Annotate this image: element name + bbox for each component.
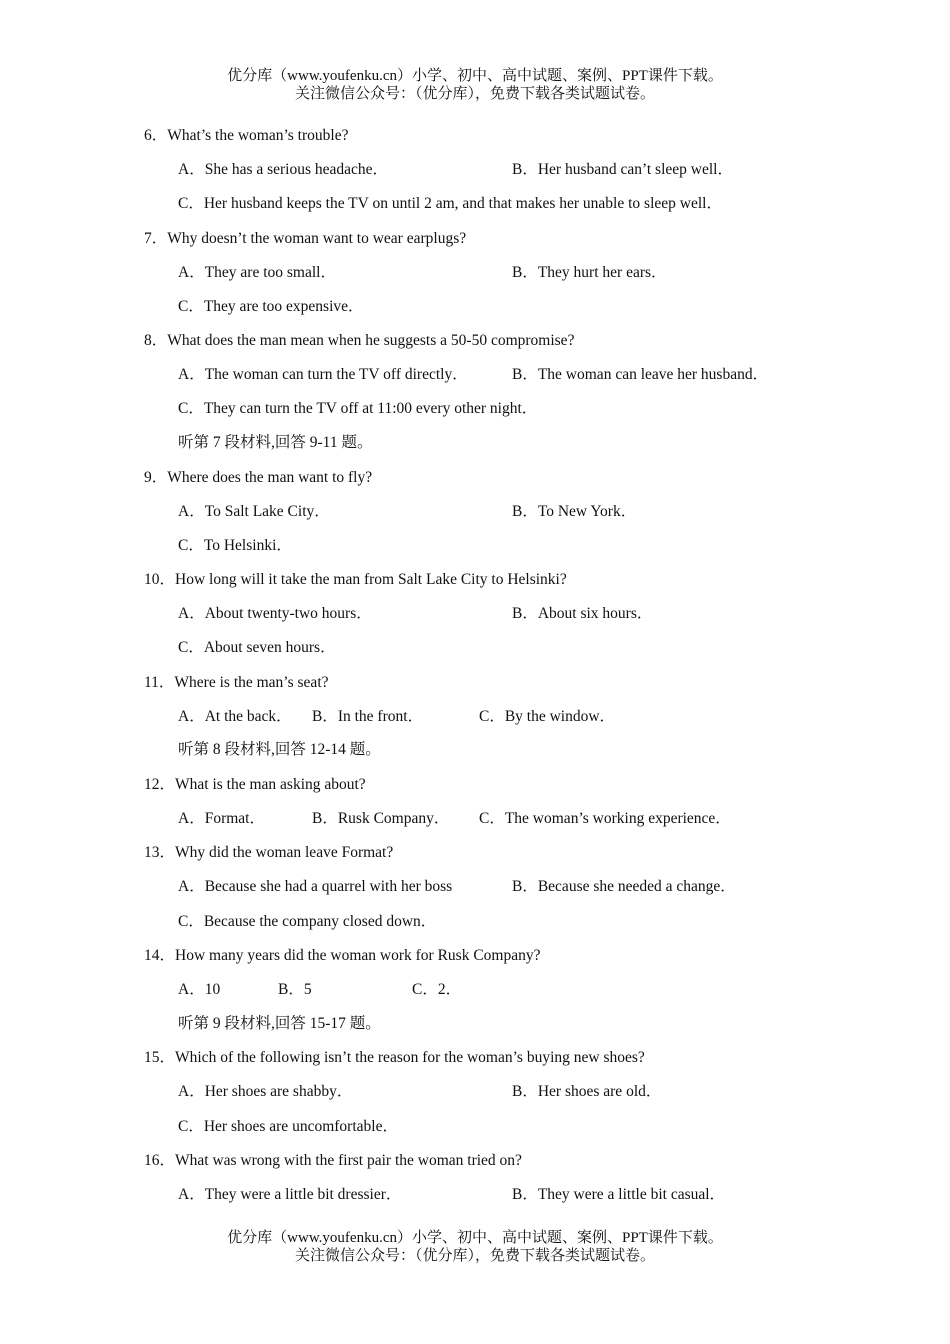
q6-option-a: A．She has a serious headache． [178, 161, 389, 178]
q11-option-a: A．At the back． [178, 708, 292, 725]
q6-option-b: B．Her husband can’t sleep well． [512, 161, 733, 178]
question-9: 9．Where does the man want to fly? [144, 469, 373, 486]
q8-option-c: C．They can turn the TV off at 11:00 every other night． [178, 400, 538, 417]
q16-option-b: B．They were a little bit casual． [512, 1186, 726, 1203]
question-13: 13．Why did the woman leave Format? [144, 844, 394, 861]
q9-option-b: B．To New York． [512, 503, 637, 520]
question-15: 15．Which of the following isn’t the reason for the woman’s buying new shoes? [144, 1049, 645, 1066]
q7-option-c: C．They are too expensive． [178, 298, 364, 315]
q8-option-b: B．The woman can leave her husband． [512, 366, 769, 383]
q16-option-a: A．They were a little bit dressier． [178, 1186, 402, 1203]
q14-option-b: B．5 [278, 981, 312, 998]
question-11: 11．Where is the man’s seat? [144, 674, 329, 691]
q9-option-a: A．To Salt Lake City． [178, 503, 330, 520]
question-8: 8．What does the man mean when he suggests a 50-50 compromise? [144, 332, 575, 349]
question-14: 14．How many years did the woman work for Rusk Company? [144, 947, 541, 964]
q15-option-c: C．Her shoes are uncomfortable． [178, 1118, 398, 1135]
q13-option-a: A．Because she had a quarrel with her boss [178, 878, 453, 895]
section-9-instruction: 听第 9 段材料,回答 15-17 题。 [178, 1015, 381, 1032]
q14-option-c: C．2． [412, 981, 462, 998]
q14-option-a: A．10 [178, 981, 221, 998]
q12-option-b: B．Rusk Company． [312, 810, 450, 827]
question-12: 12．What is the man asking about? [144, 776, 366, 793]
q6-option-c: C．Her husband keeps the TV on until 2 am, and that makes her unable to sleep well． [178, 195, 722, 212]
header-line-2: 关注微信公众号：（优分库），免费下载各类试题试卷。 [294, 86, 655, 102]
q12-option-a: A．Format． [178, 810, 265, 827]
section-8-instruction: 听第 8 段材料,回答 12-14 题。 [178, 741, 381, 758]
q7-option-a: A．They are too small． [178, 264, 336, 281]
page-header [0, 67, 950, 103]
q8-option-a: A．The woman can turn the TV off directly． [178, 366, 468, 383]
question-10: 10．How long will it take the man from Salt Lake City to Helsinki? [144, 571, 567, 588]
section-7-instruction: 听第 7 段材料,回答 9-11 题。 [178, 434, 373, 451]
q15-option-a: A．Her shoes are shabby． [178, 1083, 353, 1100]
question-16: 16．What was wrong with the first pair the woman tried on? [144, 1152, 522, 1169]
q10-option-b: B．About six hours． [512, 605, 653, 622]
question-6: 6．What’s the woman’s trouble? [144, 127, 349, 144]
q15-option-b: B．Her shoes are old． [512, 1083, 662, 1100]
q13-option-b: B．Because she needed a change． [512, 878, 736, 895]
q12-option-c: C．The woman’s working experience． [479, 810, 731, 827]
q10-option-c: C．About seven hours． [178, 639, 336, 656]
page-footer [0, 1229, 950, 1265]
q11-option-b: B．In the front． [312, 708, 424, 725]
footer-line-2: 关注微信公众号：（优分库），免费下载各类试题试卷。 [294, 1248, 655, 1264]
q13-option-c: C．Because the company closed down． [178, 913, 437, 930]
q10-option-a: A．About twenty-two hours． [178, 605, 372, 622]
footer-line-1: 优分库（www.youfenku.cn）小学、初中、高中试题、案例、PPT课件下载。 [227, 1230, 723, 1246]
q11-option-c: C．By the window． [479, 708, 616, 725]
q9-option-c: C．To Helsinki． [178, 537, 292, 554]
question-7: 7．Why doesn’t the woman want to wear earplugs? [144, 230, 467, 247]
q7-option-b: B．They hurt her ears． [512, 264, 667, 281]
header-line-1: 优分库（www.youfenku.cn）小学、初中、高中试题、案例、PPT课件下载。 [227, 68, 723, 84]
